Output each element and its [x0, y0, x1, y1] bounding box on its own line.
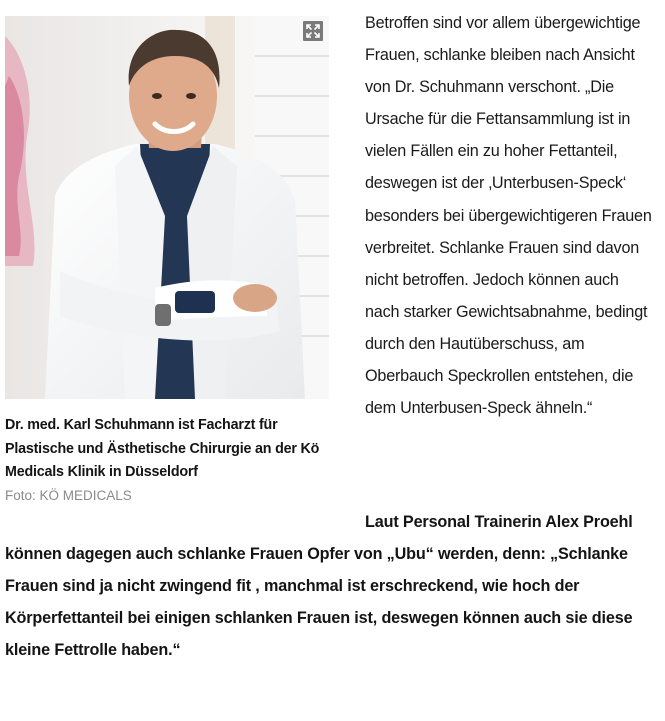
article-photo[interactable] — [5, 16, 329, 399]
photo-credit: Foto: KÖ MEDICALS — [5, 488, 132, 503]
expand-image-button[interactable] — [303, 21, 323, 41]
doctor-portrait-image — [5, 16, 329, 399]
article-paragraph: Betroffen sind vor allem übergewichtige Frauen, schlanke bleiben nach Ansicht von Dr. Schuhmann verschont. „Die Ursache für die Fettansammlung ist in vielen Fällen ein zu hoher Fettanteil, deswegen ist der ‚Unterbusen-Speck‘ besonders bei übergewichtigeren Frauen verbreitet. Schlanke Frauen sind davon nicht betroffen. Jedoch können auch nach starker Gewichtsabnahme, bedingt durch den Hautüberschuss, am Oberbauch Speckrollen entstehen, die dem Unterbusen-Speck ähneln.“ — [365, 14, 652, 418]
article-paragraph-bold: Laut Personal Trainerin Alex Proehl können dagegen auch schlanke Frauen Opfer von „Ubu“ werden, denn: „Schlanke Frauen sind ja nicht zwingend fit , manchmal ist erschreckend, wie hoch der Körperfettanteil bei einigen schlanken Frauen ist, deswegen können auch sie diese kleine Fettrolle haben.“ — [5, 513, 633, 660]
image-caption: Dr. med. Karl Schuhmann ist Facharzt für Plastische und Ästhetische Chirurgie an der Kö Medicals Klinik in Düsseldorf — [5, 417, 320, 480]
expand-icon — [303, 21, 323, 41]
